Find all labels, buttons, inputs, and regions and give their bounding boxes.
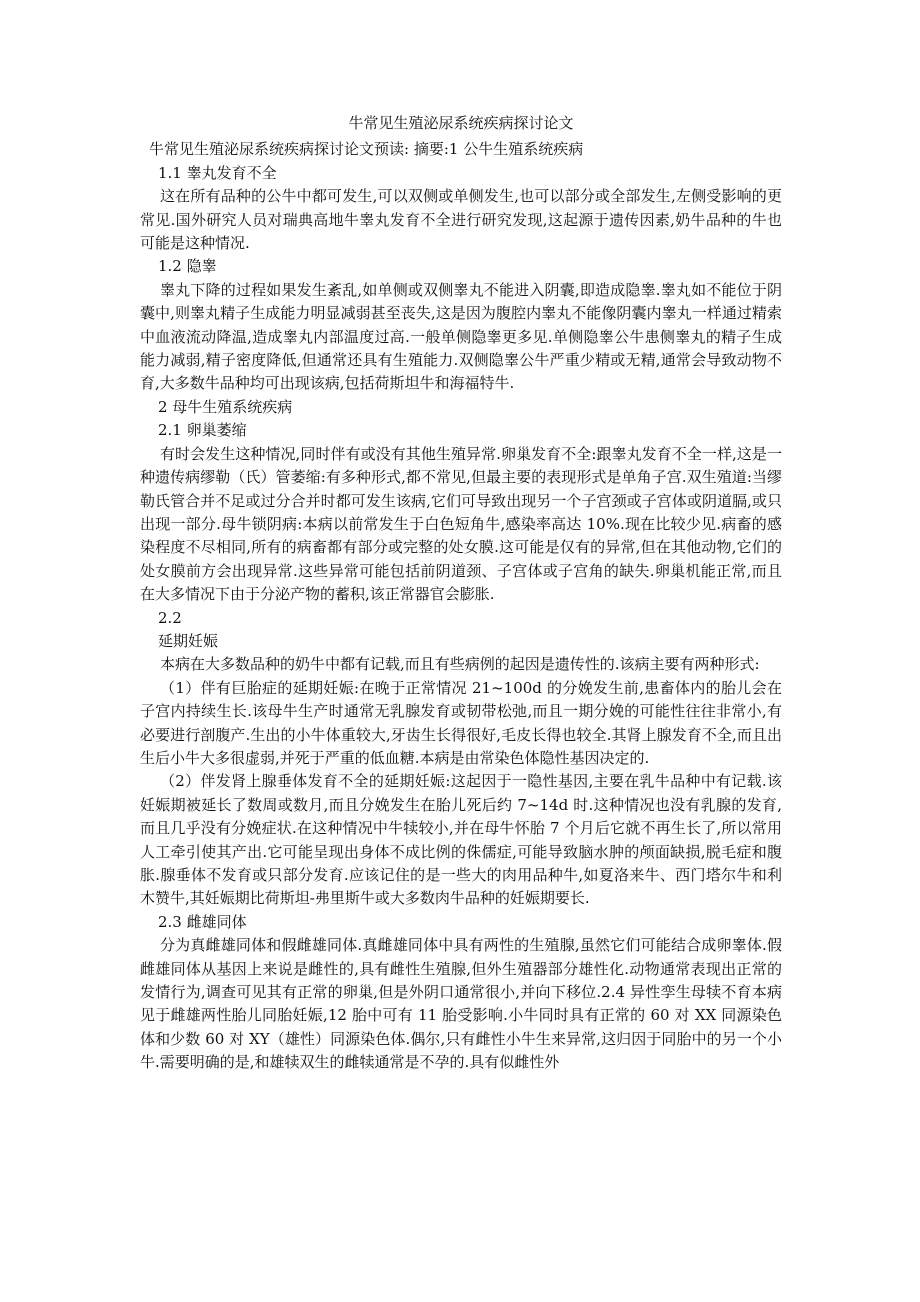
body-paragraph: 本病在大多数品种的奶牛中都有记载,而且有些病例的起因是遗传性的.该病主要有两种形式: — [160, 655, 760, 674]
document-page — [140, 112, 782, 1075]
section-heading: 1.1 睾丸发育不全 — [158, 163, 277, 182]
section-heading: 2.3 雌雄同体 — [158, 912, 247, 931]
body-paragraph: 这在所有品种的公牛中都可发生,可以双侧或单侧发生,也可以部分或全部发生,左侧受影响的更常见.国外研究人员对瑞典高地牛睾丸发育不全进行研究发现,这起源于遗传因素,奶牛品种的牛也可能是这种情况. — [140, 187, 782, 253]
section-heading: 2 母牛生殖系统疾病 — [158, 397, 293, 416]
list-item: （1）伴有巨胎症的延期妊娠:在晚于正常情况 21~100d 的分娩发生前,患畜体内的胎儿会在子宫内持续生长.该母牛生产时通常无乳腺发育或韧带松弛,而且一期分娩的可能性往往非常小,有必要进行剖腹产.生出的小牛体重较大,牙齿生长得很好,毛皮长得也较全.其肾上腺发育不全,而且出生后小牛大多很虚弱,并死于严重的低血糖.本病是由常染色体隐性基因决定的. — [140, 678, 782, 767]
intro-line: 牛常见生殖泌尿系统疾病探讨论文预读: 摘要:1 公牛生殖系统疾病 — [149, 140, 584, 159]
section-heading: 2.1 卵巢萎缩 — [158, 421, 247, 440]
section-heading: 延期妊娠 — [158, 631, 219, 650]
body-paragraph: 睾丸下降的过程如果发生紊乱,如单侧或双侧睾丸不能进入阴囊,即造成隐睾.睾丸如不能位于阴囊中,则睾丸精子生成能力明显减弱甚至丧失,这是因为腹腔内睾丸不能像阴囊内睾丸一样通过精索中血液流动降温,造成睾丸内部温度过高.一般单侧隐睾更多见.单侧隐睾公牛患侧睾丸的精子生成能力减弱,精子密度降低,但通常还具有生殖能力.双侧隐睾公牛严重少精或无精,通常会导致动物不育,大多数牛品种均可出现该病,包括荷斯坦牛和海福特牛. — [140, 280, 782, 393]
list-item: （2）伴发肾上腺垂体发育不全的延期妊娠:这起因于一隐性基因,主要在乳牛品种中有记载.该妊娠期被延长了数周或数月,而且分娩发生在胎儿死后约 7~14d 时.这种情况也没有乳腺的发育,而且几乎没有分娩症状.在这种情况中牛犊较小,并在母牛怀胎 7 个月后它就不再生长了,所以常用人工牵引使其产出.它可能呈现出身体不成比例的侏儒症,可能导致脑水肿的颅面缺损,脱毛症和腹胀.腺垂体不发育或只部分发育.应该记住的是一些大的肉用品种牛,如夏洛来牛、西门塔尔牛和利木赞牛,其妊娠期比荷斯坦-弗里斯牛或大多数肉牛品种的妊娠期要长. — [140, 772, 782, 908]
body-paragraph: 分为真雌雄同体和假雌雄同体.真雌雄同体中具有两性的生殖腺,虽然它们可能结合成卵睾体.假雌雄同体从基因上来说是雌性的,具有雌性生殖腺,但外生殖器部分雄性化.动物通常表现出正常的发情行为,调查可见其有正常的卵巢,但是外阴口通常很小,并向下移位.2.4 异性孪生母犊不育本病见于雌雄两性胎儿同胎妊娠,12 胎中可有 11 胎受影响.小牛同时具有正常的 60 对 XX 同源染色体和少数 60 对 XY（雄性）同源染色体.偶尔,只有雌性小牛生来异常,这归因于同胎中的另一个小牛.需要明确的是,和雄犊双生的雌犊通常是不孕的.具有似雌性外 — [140, 936, 782, 1072]
page-title: 牛常见生殖泌尿系统疾病探讨论文 — [348, 114, 574, 132]
section-heading: 2.2 — [158, 608, 182, 627]
section-heading: 1.2 隐睾 — [158, 257, 217, 276]
body-paragraph: 有时会发生这种情况,同时伴有或没有其他生殖异常.卵巢发育不全:跟睾丸发育不全一样,这是一种遗传病缪勒（氏）管萎缩:有多种形式,都不常见,但最主要的表现形式是单角子宫.双生殖道:当缪勒氏管合并不足或过分合并时都可发生该病,它们可导致出现另一个子宫颈或子宫体或阴道膈,或只出现一部分.母牛锁阴病:本病以前常发生于白色短角牛,感染率高达 10%.现在比较少见.病畜的感染程度不尽相同,所有的病畜都有部分或完整的处女膜.这可能是仅有的异常,但在其他动物,它们的处女膜前方会出现异常.这些异常可能包括前阴道颈、子宫体或子宫角的缺失.卵巢机能正常,而且在大多情况下由于分泌产物的蓄积,该正常器官会膨胀. — [140, 444, 782, 604]
